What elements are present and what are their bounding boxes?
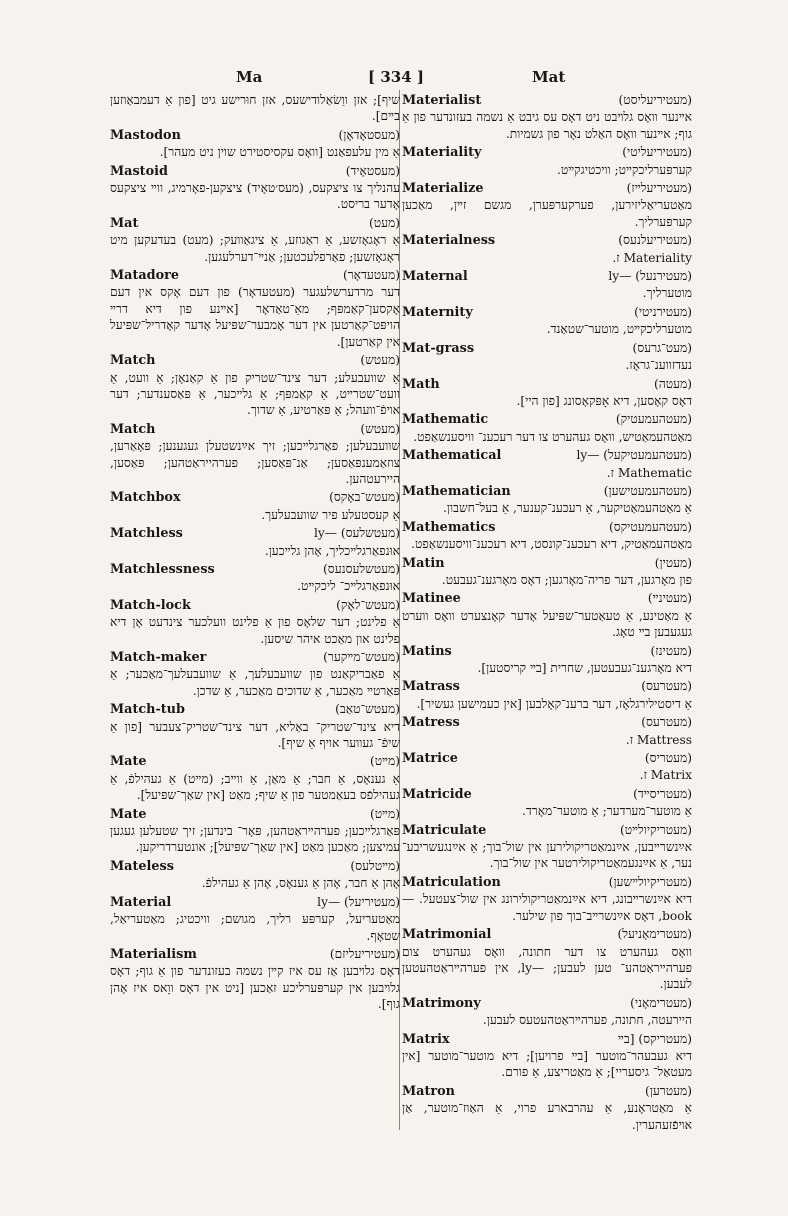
entry-head (402, 714, 692, 731)
entry-head (110, 946, 400, 963)
headword: Matron (402, 1083, 455, 1099)
pronunciation: (מעטרימאָניעל) (617, 927, 692, 942)
definition: וואָס געהערט צו דער חתונה, וואָס געהערט צום פערהײראַטהע־ טען לעבען; —ly, אין פערהײראַטהעטען לעבען. (402, 944, 692, 992)
pronunciation: (מעטש) (360, 353, 400, 368)
headword: Matrimonial (402, 927, 492, 943)
pronunciation: (מעטעדאָר) (342, 268, 400, 283)
definition: נעדזווענ־גראָז. (625, 358, 692, 373)
pronunciation: (מעטש) (360, 421, 400, 436)
definition: פּאַרגלײכען; פערהײראַטהען, פּאָר־ בינדען; זיך שטעלען געגען עמיצען; מאַכען מאַט [אין שאַך־שפּיעל]; אונטערדריקען. (110, 824, 400, 855)
headword: Matin (402, 555, 445, 571)
definition: אַ מאַטראָנע, אַ עהרבארע פרוי, אַ האַוז־מוטער, אַן אױפֿזעהערין. (402, 1101, 692, 1132)
pronunciation: (מעטירניטי) (634, 304, 692, 319)
headword: Mathematician (402, 483, 511, 499)
entry-head (402, 1031, 692, 1048)
dictionary-entry (402, 411, 692, 445)
entry-head (110, 489, 400, 506)
headword: Material (110, 894, 172, 910)
headword: Matrice (402, 751, 458, 767)
definition: אַ גענאָס, אַ חבר; אַ מאַן, אַ ווײב; (מײט) אַ געהילפֿ, אַ געהילפֿס בעאַמטער פון אַ שיף; מאַט [אין שאַך־שפּיעל]. (110, 771, 400, 803)
definition: מאַטעריאַליזירען, פערקערפּערן, מגשם זײן, מאַכען קערפּערליך. (402, 198, 692, 229)
continuation-text: שיף]; אזן ווַשׂאַלודישעס, אזן חוּרישע גיט [פון אַ דעמבאַוזען בײם]. (110, 93, 400, 124)
dictionary-entry (402, 268, 692, 302)
headword: Mathematic (402, 412, 489, 428)
entry-head (402, 874, 692, 891)
definition: קערפּערליכקײט; וויכטיגקײט. (556, 162, 692, 177)
headword: Match-lock (110, 597, 191, 613)
dictionary-entry (402, 714, 692, 748)
dictionary-entry (402, 822, 692, 872)
definition: אוּנפאַרגלײכ־ ליכקײט. (297, 579, 400, 594)
pronunciation: (מעטיריעליזם) (329, 946, 400, 961)
dictionary-entry (110, 597, 400, 647)
headword: Mathematical (402, 448, 502, 464)
entry-head (402, 180, 692, 197)
definition: אײנער וואָס גלױבט ניט דאָס עס גיבט אַ נשמה בעזונדער פון אַ גוף; אײנער וואָס האַלט נאָר פון גשמיות. (402, 110, 692, 141)
entry-head (402, 144, 692, 161)
headword: Matchlessness (110, 561, 215, 577)
entry-head (402, 447, 692, 464)
definition: אַ מוטער־מערדער; אַ מוטער־מאָרד. (522, 804, 692, 819)
entry-head (402, 304, 692, 321)
pronunciation: (מעטש־טאַב) (335, 702, 400, 717)
headword: Materialize (402, 181, 484, 197)
definition: אַ שוועבעלע; דער צינד־שטריק פון אַ קאַנאָן; אַ וועט, אַ וועט־שטרײט, אַ קאַמפּף; אַ גלײכער, אַ פּאַסענדער; דער אױפֿ־וועהל; אַ פּאַרטיע, אַ שדוך. (110, 370, 400, 418)
definition: דיא אײַנשרײבונג, דיא אײַנמאַטריקולירונג אין שול־צעטעל. —book, דאָס אײַנשרײב־בוך פון שילער. (402, 892, 692, 923)
headword: Mastoid (110, 163, 168, 179)
headword: Maternity (402, 304, 473, 320)
pronunciation: (מעטריקיולײט) (619, 822, 692, 837)
pronunciation: (מעסטאָדאָן) (338, 127, 400, 142)
headword: Matrimony (402, 995, 481, 1011)
definition: שוועבעלען; פאַרגלײכען; זיך אײַנשטעלן געגענען; פּאָאַרען, צוזאַמענפּאַסען; אַנ־פּאַסען; פערהייראַטהען; פּאַסען, היירעטהען. (110, 439, 400, 486)
pronunciation: (מײטלעס) (350, 858, 400, 873)
dictionary-entry (402, 340, 692, 374)
entry-head (110, 753, 400, 770)
definition: אַ מאַטהעמאַטיקער, אַ רעכענ־קענער, אַ בעל־חשבון. (443, 501, 692, 516)
headword: Maternal (402, 269, 468, 285)
dictionary-entry (110, 215, 400, 265)
entry-head (402, 519, 692, 536)
entry-head (402, 483, 692, 500)
pronunciation: (מעטיריעליסט) (618, 93, 692, 107)
dictionary-entry (110, 163, 400, 213)
entry-head (402, 340, 692, 357)
header-page-number: [ 334 ] (368, 68, 424, 86)
headword: Matrass (402, 679, 460, 695)
definition: מוטערליך. (642, 286, 692, 301)
entry-head (402, 786, 692, 803)
pronunciation: (מעטרען) (645, 1083, 692, 1098)
headword: Materiality (402, 145, 482, 161)
pronunciation: (מעטהעמעטישען) (603, 483, 692, 498)
dictionary-entry (402, 750, 692, 784)
dictionary-entry (402, 926, 692, 993)
definition: עהנליך צו ציצקעס, (מעס׳טאָיד) ציצקען-פאָרמיג, ווײ ציצקעס אָדער בריסט. (110, 181, 400, 212)
entry-head (402, 750, 692, 767)
headword: Match-tub (110, 702, 185, 718)
definition: דאָס קאָסען, דיא אָפּקאָסונג [פון היי]. (516, 393, 692, 408)
definition: אַ דיסטילירגלאָז, דער ברענ־קאָלבען [אין כעמישען געשיר]. (416, 696, 692, 711)
dictionary-entry (402, 995, 692, 1029)
pronunciation: (מעטהעמעטיקס) (608, 519, 692, 534)
headword: Matins (402, 643, 452, 659)
dictionary-entry (402, 874, 692, 924)
pronunciation: (מעטש־באָקס) (329, 490, 400, 505)
entry-head (110, 561, 400, 578)
dictionary-entry (402, 447, 692, 481)
headword: Matinee (402, 591, 461, 607)
dictionary-entry (110, 701, 400, 751)
dictionary-entry (110, 806, 400, 856)
entry-head (110, 894, 400, 911)
entry-head (402, 555, 692, 572)
page-header (0, 68, 788, 92)
entry-head (402, 1083, 692, 1100)
definition: Mathematic ז. (606, 465, 692, 480)
header-guide-word-left: Ma (236, 68, 263, 86)
dictionary-entry (402, 232, 692, 266)
entry-head (402, 92, 692, 109)
definition: דיא געבעהר־מוטער [בײ פרויען]; דיא מוטער־מוטער [אין מעטאַל־ גיסעריי]; אַ מאַטריצע, אַ פורם. (402, 1048, 692, 1080)
pronunciation: (מעטה) (653, 376, 692, 391)
dictionary-entry (110, 561, 400, 595)
pronunciation: (מעט) (369, 215, 400, 230)
definition: אַ מין עלעפאַנט [וואָס עקסיסטירט שוין ניט מעהר]. (159, 145, 400, 160)
pronunciation: (מעט־גרעס) (632, 340, 692, 355)
dictionary-entry (110, 753, 400, 803)
definition: מאַטעריעל, קערפּעּ רליך, מגושם; וויכטיג; מאַטעריאַל, שטאָף. (110, 912, 400, 943)
pronunciation: (מעטיריעליטי) (622, 145, 692, 160)
entry-head (110, 215, 400, 232)
entry-head (110, 806, 400, 823)
pronunciation: (מעטשלעס) —ly (313, 526, 400, 541)
headword: Materialist (402, 93, 482, 108)
pronunciation: (מעטין) (654, 555, 692, 570)
dictionary-entry (402, 1083, 692, 1132)
headword: Materialism (110, 946, 197, 962)
entry-head (402, 268, 692, 285)
entry-head (110, 421, 400, 438)
definition: Mattress ז. (625, 732, 692, 747)
definition: היירעטה, חתונה, פערהײראַטהעטעס לעבען. (482, 1013, 692, 1028)
pronunciation: (מעטרעס) (641, 679, 692, 694)
headword: Mate (110, 806, 147, 822)
dictionary-entry (402, 376, 692, 410)
headword: Mathematics (402, 519, 496, 535)
header-guide-word-right: Mat (532, 68, 566, 86)
headword: Matress (402, 715, 460, 731)
entry-head (110, 163, 400, 180)
headword: Mateless (110, 858, 174, 874)
definition: פון מאָרגען, דער פריה־מאָרגען; דאָס מאָרגענ־געבעט. (441, 572, 692, 587)
entry-head (110, 597, 400, 614)
entry-head (110, 127, 400, 144)
headword: Matricide (402, 786, 472, 802)
dictionary-entry (110, 489, 400, 523)
definition: דיא מאָרגענ־געבעטען, שחרית [בײ קריסטען]. (477, 661, 692, 675)
headword: Matchless (110, 526, 183, 542)
dictionary-entry (402, 304, 692, 338)
dictionary-entry (402, 1031, 692, 1081)
definition: דאָס גלױבען אַז עס איז קײן נשמה בעזונדער פון אַ גוף; דאָס גלױבען אין קערפּערליכע זאַכען [ניט אין דאָס ווָאס איז אָהן גוף]. (110, 964, 400, 1012)
dictionary-entry (110, 127, 400, 161)
entry-head (402, 926, 692, 943)
dictionary-entry (110, 946, 400, 1013)
headword: Mat-grass (402, 340, 475, 356)
dictionary-entry (402, 678, 692, 712)
pronunciation: (מעטרימאָני) (630, 995, 692, 1010)
headword: Mate (110, 754, 147, 770)
definition: דיא צינד־שטריק־ באַליא, דער צינד־שטריק־צעבער [פון אַ שיפֿ־ געווער אויף אַ שיף]. (110, 719, 400, 751)
definition: אַ ראָגאָזשע, אַ ראַגוזע, אַ ציגאַוועק; (מעט) בעדעקען מיט ראָגאָזשען; פאַרפלעכטען; אַנײ־דערלעגען. (110, 233, 400, 264)
headword: Matriculate (402, 822, 487, 838)
dictionary-entry (110, 352, 400, 419)
definition: Materiality ז. (612, 250, 692, 265)
entry-head (402, 995, 692, 1012)
entry-head (402, 643, 692, 660)
headword: Mastodon (110, 127, 181, 143)
definition: דער מרדערשלעגער (מעטעדאָר) פון דעם אָקס אין דעם אָקסען־קאַמפּף; מאַ־טאַדאָר [אײנע פון דיא דרײ הויפּט־קאַרטען אין דער אָמבער־שפּיעל אָדער קאָדריל־שפּיעל אין קאַרטען]. (110, 285, 400, 349)
definition: אַ פלינט; דער שלאָס פון אַ פלינט וועלכער צינדעט אָן דיא פלינט און מאַכט איהר שיסען. (110, 615, 400, 646)
dictionary-entry (402, 144, 692, 178)
dictionary-entry (110, 421, 400, 488)
entry-head (402, 232, 692, 249)
pronunciation: (מעטהעמעטיקעל) —ly (576, 448, 692, 463)
headword: Mat (110, 215, 139, 231)
entry-head (110, 267, 400, 284)
headword: Match-maker (110, 650, 207, 665)
pronunciation: (מעטש־לאָק) (336, 597, 400, 612)
pronunciation: (מעטיריעלײז) (626, 181, 692, 196)
headword: Matadore (110, 268, 180, 284)
headword: Match (110, 421, 156, 437)
pronunciation: (מעסטאָיד) (345, 163, 400, 178)
pronunciation: (מײט) (369, 806, 400, 821)
headword: Math (402, 376, 440, 392)
definition: אַ מאַטינע, אַ טעאַטער־שפּיעל אָדער קאָנצערט וואָס ווערט געגעבען בײ טאָג. (402, 608, 692, 640)
right-column (402, 92, 692, 1132)
dictionary-entry (402, 643, 692, 677)
pronunciation: (מעטריסײד) (633, 786, 692, 801)
definition: אָהן אַ חבר, אָהן אַ גענאָס, אָהן אַ געהילפֿ. (201, 876, 400, 891)
dictionary-entry (402, 786, 692, 820)
pronunciation: (מעטריס) (644, 751, 692, 766)
headword: Materialness (402, 233, 496, 249)
dictionary-entry (402, 483, 692, 517)
pronunciation: (מעטריקס) [בײ (617, 1031, 692, 1046)
dictionary-entry (110, 649, 400, 699)
definition: Matrix ז. (639, 768, 692, 783)
dictionary-entry (402, 180, 692, 230)
pronunciation: (מעטריקיולײשען) (608, 874, 692, 889)
entry-head (110, 701, 400, 718)
definition: מאַטהעמאַטיש, וואָס געהערט צו דער רעכענ־ וויסענשאַפט. (413, 429, 692, 444)
headword: Match (110, 353, 156, 369)
pronunciation: (מעטש־מײקער) (323, 650, 400, 664)
definition: אוּנפאַרגלײכליך, אָהן גלײכען. (264, 543, 400, 558)
dictionary-entry (402, 555, 692, 589)
entry-head (402, 678, 692, 695)
entry-head (110, 858, 400, 875)
pronunciation: (מעטירנעל) —ly (608, 269, 692, 284)
dictionary-entry (110, 894, 400, 944)
pronunciation: (מעטינז) (650, 643, 692, 658)
headword: Matriculation (402, 874, 501, 890)
entry-head (110, 649, 400, 666)
pronunciation: (מעטרעס) (641, 715, 692, 730)
dictionary-entry (110, 267, 400, 350)
entry-head (402, 590, 692, 607)
definition: מוטערליכקײט, מוטער־שטאַנד. (546, 322, 692, 337)
entry-head (402, 411, 692, 428)
pronunciation: (מעטיריעלנעס) (618, 233, 692, 248)
dictionary-entry (110, 525, 400, 559)
left-column (110, 92, 400, 1132)
definition: אײַנשרײבען, אײַנמאַטריקולירען אין שול־בוך; אַ אײַנגעשריבע־ נער, אַ אײַנגעמאַטריקולירטער אין שול־בוך. (402, 840, 692, 871)
pronunciation: (מעטשלעסנעס) (323, 561, 400, 576)
dictionary-entry (402, 92, 692, 142)
dictionary-entry (402, 519, 692, 553)
definition: מאַטהעמאַטיק, דיא רעכענ־קונסט, דיא רעכענ־וויסענשאַפט. (411, 537, 692, 552)
entry-head (402, 376, 692, 393)
pronunciation: (מײט) (369, 754, 400, 769)
dictionary-entry (110, 858, 400, 892)
entry-head (110, 352, 400, 369)
pronunciation: (מעטהעמעטיק) (615, 412, 692, 427)
entry-head (402, 822, 692, 839)
definition: אַ קעסטעלע פיר שוועבעלעך. (261, 507, 400, 522)
pronunciation: (מעטינײ) (647, 591, 692, 606)
definition: אַ פאַבריקאַנט פון שוועבעלעך, אַ שוועבעלעך־מאַכער; אַ פּאַרטײ מאַכער, אַ שדוכים מאַכער, אַ שדכן. (110, 667, 400, 698)
entry-head (110, 525, 400, 542)
headword: Matchbox (110, 490, 181, 506)
pronunciation: (מעטיריעל) —ly (317, 894, 400, 909)
headword: Matrix (402, 1031, 450, 1047)
dictionary-entry (402, 590, 692, 640)
